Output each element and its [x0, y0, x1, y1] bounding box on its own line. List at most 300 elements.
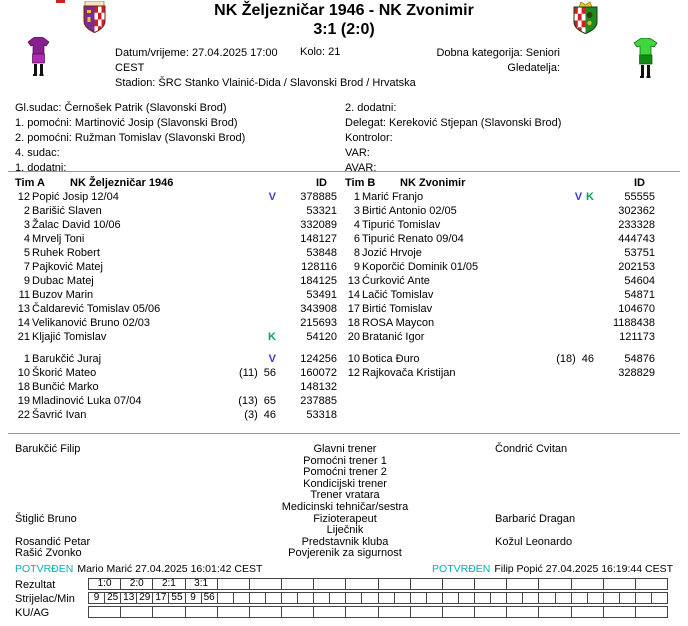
player-number: 10 — [347, 353, 360, 365]
official-line: AVAR: — [345, 162, 377, 174]
player-id: 53751 — [624, 247, 655, 259]
player-number: 10 — [17, 367, 30, 379]
player-row — [15, 232, 337, 246]
player-sub-and-badges — [239, 366, 276, 380]
player-number: 20 — [347, 331, 360, 343]
scorer-minute — [556, 593, 571, 603]
team-b-header — [345, 176, 655, 190]
staff-name-team-a — [0, 490, 230, 502]
player-name: Ćurković Ante — [362, 275, 430, 287]
scorer-cell — [313, 592, 346, 604]
staff-role-label: Liječnik — [326, 524, 364, 537]
player-number: 9 — [23, 275, 30, 287]
separator-line — [8, 433, 680, 434]
scorer-minute — [362, 593, 377, 603]
officials-column-right — [345, 101, 561, 176]
scorer-number — [539, 593, 555, 603]
scorer-cell — [217, 592, 250, 604]
kuag-cell — [152, 606, 185, 618]
scorer-cell — [378, 592, 411, 604]
staff-name-team-a — [0, 456, 230, 468]
player-id: 54876 — [624, 353, 655, 365]
player-number: 11 — [18, 289, 30, 301]
score-cell — [538, 578, 571, 590]
scorer-minute — [234, 593, 249, 603]
player-name: Tipurić Renato 09/04 — [362, 233, 464, 245]
player-id: 202153 — [618, 261, 655, 273]
player-row — [15, 380, 337, 394]
scorer-minute: 29 — [139, 592, 151, 603]
player-name: Birtić Antonio 02/05 — [362, 205, 457, 217]
player-name: Barukčić Juraj — [32, 353, 102, 365]
player-row — [345, 352, 655, 366]
player-number: 13 — [347, 275, 360, 287]
player-name: Mrvelj Toni — [32, 233, 85, 245]
scorer-cell — [474, 592, 507, 604]
scorer-minute — [298, 593, 313, 603]
player-row — [345, 330, 655, 344]
scorer-number — [507, 593, 523, 603]
scorer-cell — [506, 592, 539, 604]
substituted-for: (13) — [238, 395, 258, 407]
kuag-cell — [378, 606, 411, 618]
player-name: Šavrić Ivan — [32, 409, 87, 421]
score-cell — [474, 578, 507, 590]
kuag-cell — [571, 606, 604, 618]
scorer-number — [379, 593, 395, 603]
staff-name-team-a — [0, 467, 230, 479]
confirmed-status: POTVRĐEN — [432, 563, 491, 575]
player-row — [15, 352, 337, 366]
player-number: 4 — [23, 233, 30, 245]
player-row — [15, 288, 337, 302]
scorer-cell — [410, 592, 443, 604]
player-row — [345, 190, 655, 204]
player-id: 124256 — [300, 353, 337, 365]
scorer-number — [282, 593, 298, 603]
staff-role-label: Pomoćni trener 1 — [303, 454, 387, 467]
player-row — [345, 232, 655, 246]
home-kit-icon — [27, 37, 50, 80]
player-number: 2 — [23, 205, 30, 217]
staff-role-label: Predstavnik kluba — [301, 535, 389, 548]
player-row — [15, 190, 337, 204]
player-row — [345, 288, 655, 302]
away-kit-icon — [633, 38, 658, 82]
player-number: 17 — [347, 303, 360, 315]
score-cell — [603, 578, 636, 590]
player-id: 1188438 — [612, 317, 655, 329]
player-sub-and-badges — [265, 190, 276, 204]
separator-line — [8, 171, 680, 172]
captain-badge: K — [268, 331, 276, 343]
official-line: Gl.sudac: Černošek Patrik (Slavonski Brod) — [15, 102, 227, 114]
player-id: 104670 — [618, 303, 655, 315]
substituted-for: (18) — [556, 353, 576, 365]
player-number: 9 — [353, 261, 360, 273]
kuag-cell — [345, 606, 378, 618]
score-cell: 1:0 — [88, 578, 121, 590]
scorer-number: 9 — [89, 593, 105, 603]
score-cell — [378, 578, 411, 590]
player-name: Žalac David 10/06 — [32, 219, 121, 231]
staff-row — [0, 548, 688, 560]
score-cell: 3:1 — [185, 578, 218, 590]
match-timezone: CEST — [115, 62, 145, 74]
player-name: Lačić Tomislav — [362, 289, 434, 301]
kuag-cell — [185, 606, 218, 618]
player-number: 14 — [347, 289, 360, 301]
player-id: 148127 — [300, 233, 337, 245]
kuag-cell — [281, 606, 314, 618]
player-number: 19 — [17, 395, 30, 407]
team-b-starters — [345, 190, 655, 344]
player-row — [15, 366, 337, 380]
substitution-minute: 56 — [263, 367, 276, 379]
kuag-cell — [217, 606, 250, 618]
scorer-number: 13 — [121, 593, 137, 603]
staff-row — [0, 525, 688, 537]
player-id: 54120 — [306, 331, 337, 343]
score-cell — [442, 578, 475, 590]
score-cell: 2:0 — [120, 578, 153, 590]
scorer-number: 17 — [153, 593, 169, 603]
player-number: 4 — [353, 219, 360, 231]
player-name: Velikanović Bruno 02/03 — [32, 317, 151, 329]
player-name: Jozić Hrvoje — [362, 247, 422, 259]
player-sub-and-badges — [264, 330, 276, 344]
confirmed-status: POTVRĐEN — [15, 563, 74, 575]
player-row — [15, 330, 337, 344]
scorer-minute — [652, 593, 667, 603]
player-id: 160072 — [300, 367, 337, 379]
player-number: 3 — [23, 219, 30, 231]
scorer-cell — [345, 592, 378, 604]
official-line: 1. pomoćni: Martinović Josip (Slavonski Brod) — [15, 117, 238, 129]
kuag-cell — [249, 606, 282, 618]
player-row — [345, 260, 655, 274]
scorer-row — [88, 592, 668, 604]
score-row — [88, 578, 668, 590]
player-row — [15, 204, 337, 218]
player-id: 184125 — [300, 275, 337, 287]
player-name: Ruhek Robert — [32, 247, 100, 259]
player-sub-and-badges — [571, 190, 594, 204]
player-id: 378885 — [300, 191, 337, 203]
staff-name-team-a — [0, 525, 230, 537]
official-line: 4. sudac: — [15, 147, 60, 159]
scorer-cell — [603, 592, 636, 604]
kuag-cell — [474, 606, 507, 618]
match-datetime: Datum/vrijeme: 27.04.2025 17:00 — [115, 47, 278, 59]
player-id: 121173 — [619, 331, 655, 343]
official-line: 2. pomoćni: Ružman Tomislav (Slavonski Brod) — [15, 132, 246, 144]
player-number: 12 — [347, 367, 360, 379]
team-b-id-header: ID — [634, 177, 645, 189]
staff-role-label: Trener vratara — [310, 489, 380, 502]
player-row — [15, 408, 337, 422]
player-name: Buzov Marin — [32, 289, 94, 301]
scorer-cell — [281, 592, 314, 604]
player-number: 7 — [23, 261, 30, 273]
staff-role-label: Glavni trener — [313, 443, 377, 455]
score-cell — [635, 578, 668, 590]
results-table — [88, 578, 668, 620]
player-row — [15, 246, 337, 260]
player-id: 233328 — [618, 219, 655, 231]
player-row — [345, 316, 655, 330]
player-row — [345, 218, 655, 232]
scorer-minute: 56 — [203, 592, 215, 603]
team-a-label: Tim A — [15, 177, 45, 189]
staff-name-team-b — [460, 548, 688, 560]
goalkeeper-badge: V — [268, 191, 276, 203]
team-b-name: NK Zvonimir — [400, 177, 466, 189]
substitution-minute: 46 — [263, 409, 276, 421]
kuag-cell — [538, 606, 571, 618]
scorer-cell — [185, 592, 218, 604]
player-name: Barišić Slaven — [32, 205, 102, 217]
scorer-cell — [571, 592, 604, 604]
player-id: 237885 — [300, 395, 337, 407]
kuag-cell — [88, 606, 121, 618]
substituted-for: (3) — [244, 409, 258, 421]
match-round: Kolo: 21 — [300, 46, 341, 58]
scorer-minute — [427, 593, 442, 603]
player-id: 328829 — [618, 367, 655, 379]
team-a-substitutes — [15, 352, 337, 422]
staff-name-team-a: Rosandić Petar — [15, 535, 91, 548]
staff-row — [0, 444, 688, 456]
kuag-row — [88, 606, 668, 618]
scorer-minute — [588, 593, 603, 603]
staff-name-team-a — [0, 479, 230, 491]
scorer-minute — [459, 593, 474, 603]
scorer-label: Strijelac/Min — [15, 593, 75, 605]
scorer-cell — [249, 592, 282, 604]
player-row — [15, 218, 337, 232]
substituted-for: (11) — [239, 367, 258, 379]
player-name: Pajković Matej — [32, 261, 103, 273]
kuag-cell — [120, 606, 153, 618]
score-cell — [313, 578, 346, 590]
player-id: 215693 — [300, 317, 337, 329]
player-name: Bunčić Marko — [32, 381, 99, 393]
match-info-right — [436, 46, 560, 76]
team-a-id-header: ID — [316, 177, 327, 189]
staff-role-label: Medicinski tehničar/sestra — [281, 500, 409, 513]
player-id: 332089 — [300, 219, 337, 231]
team-a-header — [15, 176, 337, 190]
official-line: 1. dodatni: — [15, 162, 67, 174]
captain-badge: K — [586, 191, 594, 203]
player-id: 54871 — [624, 289, 655, 301]
player-id: 444743 — [618, 233, 655, 245]
staff-role-label: Kondicijski trener — [303, 477, 387, 490]
away-club-crest-icon — [568, 1, 603, 37]
team-a-roster — [15, 176, 337, 422]
player-id: 53848 — [306, 247, 337, 259]
player-name: Mladinović Luka 07/04 — [32, 395, 142, 407]
score-cell — [249, 578, 282, 590]
scorer-cell — [442, 592, 475, 604]
player-name: Kljajić Tomislav — [32, 331, 107, 343]
staff-role-label: Povjerenik za sigurnost — [288, 547, 402, 560]
player-number: 21 — [17, 331, 30, 343]
kuag-cell — [635, 606, 668, 618]
player-id: 53491 — [306, 289, 337, 301]
staff-name-team-b — [460, 525, 688, 537]
player-id: 148132 — [300, 381, 337, 393]
player-name: Botica Đuro — [362, 353, 420, 365]
player-name: Bratanić Igor — [362, 331, 425, 343]
player-number: 6 — [353, 233, 360, 245]
staff-name-team-b: Barbarić Dragan — [495, 512, 576, 525]
player-row — [15, 316, 337, 330]
player-id: 54604 — [624, 275, 655, 287]
official-line: VAR: — [345, 147, 370, 159]
official-line: 2. dodatni: — [345, 102, 397, 114]
match-attendance: Gledatelja: — [507, 62, 560, 74]
player-number: 1 — [353, 191, 360, 203]
scorer-number — [346, 593, 362, 603]
player-name: Marić Franjo — [362, 191, 424, 203]
staff-role-label: Pomoćni trener 2 — [303, 466, 387, 479]
kuag-cell — [410, 606, 443, 618]
goalkeeper-badge: V — [574, 191, 583, 203]
match-title: NK Željezničar 1946 - NK Zvonimir — [214, 2, 474, 19]
player-sub-and-badges — [556, 352, 594, 366]
player-name: Škorić Mateo — [32, 367, 97, 379]
player-row — [15, 302, 337, 316]
score-cell: 2:1 — [152, 578, 185, 590]
match-stadium: Stadion: ŠRC Stanko Vlainić-Dida / Slavonski Brod / Hrvatska — [115, 77, 416, 89]
scorer-number — [411, 593, 427, 603]
player-row — [15, 260, 337, 274]
player-number: 8 — [353, 247, 360, 259]
player-sub-and-badges — [244, 408, 276, 422]
team-b-substitutes — [345, 352, 655, 380]
score-cell — [571, 578, 604, 590]
player-name: ROSA Maycon — [362, 317, 435, 329]
scorer-minute — [523, 593, 538, 603]
scorer-number — [604, 593, 620, 603]
scorer-number — [475, 593, 491, 603]
substitution-minute: 46 — [581, 353, 594, 365]
staff-section — [0, 444, 688, 560]
player-name: Rajkovača Kristijan — [362, 367, 456, 379]
player-id: 53321 — [306, 205, 337, 217]
player-number: 18 — [347, 317, 360, 329]
staff-name-team-b — [460, 502, 688, 514]
official-line: Kontrolor: — [345, 132, 393, 144]
player-sub-and-badges — [238, 394, 276, 408]
staff-name-team-a: Rašić Zvonko — [15, 547, 82, 560]
player-row — [15, 394, 337, 408]
scorer-cell — [88, 592, 121, 604]
team-a-starters — [15, 190, 337, 344]
confirmation-team-b — [432, 563, 673, 575]
player-row — [345, 246, 655, 260]
scorer-minute — [330, 593, 345, 603]
player-name: Tipurić Tomislav — [362, 219, 441, 231]
scorer-number — [572, 593, 588, 603]
substitution-minute: 65 — [263, 395, 276, 407]
confirmed-detail: Filip Popić 27.04.2025 16:19:44 CEST — [494, 563, 673, 575]
kuag-cell — [506, 606, 539, 618]
scorer-minute — [266, 593, 281, 603]
scorer-number — [314, 593, 330, 603]
kuag-cell — [442, 606, 475, 618]
scorer-number — [218, 593, 234, 603]
player-row — [345, 274, 655, 288]
officials-column-left — [15, 101, 245, 176]
score-cell — [410, 578, 443, 590]
confirmation-team-a — [15, 563, 262, 575]
player-id: 55555 — [624, 191, 655, 203]
kuag-cell — [313, 606, 346, 618]
score-cell — [345, 578, 378, 590]
goalkeeper-badge: V — [268, 353, 276, 365]
scorer-minute: 55 — [171, 592, 183, 603]
scorer-number — [443, 593, 459, 603]
scorer-minute — [395, 593, 410, 603]
scorer-cell — [152, 592, 185, 604]
player-number: 5 — [23, 247, 30, 259]
player-number: 18 — [17, 381, 30, 393]
match-score: 3:1 (2:0) — [313, 21, 375, 38]
player-number: 22 — [17, 409, 30, 421]
scorer-minute — [620, 593, 635, 603]
player-id: 302362 — [618, 205, 655, 217]
player-row — [345, 302, 655, 316]
player-id: 128116 — [301, 261, 337, 273]
player-number: 1 — [23, 353, 30, 365]
player-name: Birtić Tomislav — [362, 303, 433, 315]
staff-name-team-a — [0, 502, 230, 514]
team-b-label: Tim B — [345, 177, 376, 189]
player-name: Čaldarević Tomislav 05/06 — [32, 303, 161, 315]
player-name: Dubac Matej — [32, 275, 94, 287]
scorer-cell — [635, 592, 668, 604]
staff-name-team-a: Štiglić Bruno — [15, 512, 77, 525]
match-info-left — [115, 46, 416, 91]
staff-name-team-a: Barukčić Filip — [15, 443, 81, 455]
player-row — [345, 366, 655, 380]
player-name: Popić Josip 12/04 — [32, 191, 119, 203]
player-number: 12 — [17, 191, 30, 203]
scorer-minute: 25 — [107, 592, 119, 603]
player-id: 343908 — [300, 303, 337, 315]
staff-role-label: Fizioterapeut — [313, 512, 377, 525]
player-number: 13 — [17, 303, 30, 315]
score-cell — [506, 578, 539, 590]
scorer-number — [636, 593, 652, 603]
scorer-cell — [538, 592, 571, 604]
staff-row — [0, 502, 688, 514]
scorer-cell — [120, 592, 153, 604]
player-number: 3 — [353, 205, 360, 217]
scorer-number — [250, 593, 266, 603]
scorer-number: 9 — [186, 593, 202, 603]
scorer-minute — [491, 593, 506, 603]
team-a-name: NK Željezničar 1946 — [70, 177, 174, 189]
team-b-roster — [345, 176, 655, 380]
official-line: Delegat: Kereković Stjepan (Slavonski Brod) — [345, 117, 562, 129]
player-row — [345, 204, 655, 218]
score-cell — [281, 578, 314, 590]
player-name: Koporčić Dominik 01/05 — [362, 261, 479, 273]
